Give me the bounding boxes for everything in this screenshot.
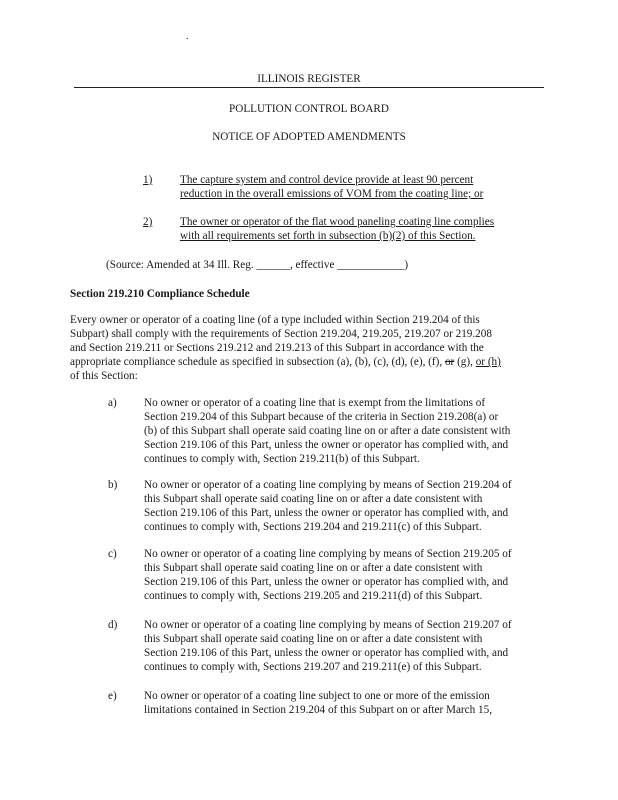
subsection-label: a) xyxy=(108,397,117,409)
inserted-text: or (h) xyxy=(475,356,501,368)
text-line: (b) of this Subpart shall operate said coating line on or after a date consistent with xyxy=(144,425,511,437)
text-line: of this Section: xyxy=(70,370,138,382)
text-line: reduction in the overall emissions of VOM from the coating line; or xyxy=(180,188,484,200)
text-line: Section 219.106 of this Part, unless the owner or operator has complied with, and xyxy=(144,647,509,659)
text-line: and Section 219.211 or Sections 219.212 and 219.213 of this Subpart in accordance with the xyxy=(70,342,484,354)
page-mark: . xyxy=(186,31,189,42)
text-run: appropriate compliance schedule as specified in subsection (a), (b), (c), (d), (e), (f), xyxy=(70,356,445,368)
header-rule xyxy=(74,87,544,88)
text-line: continues to comply with, Sections 219.205 and 219.211(d) of this Subpart. xyxy=(144,590,483,602)
text-line: continues to comply with, Sections 219.204 and 219.211(c) of this Subpart. xyxy=(144,521,482,533)
text-line: No owner or operator of a coating line that is exempt from the limitations of xyxy=(144,397,486,409)
text-line: Subpart) shall comply with the requirements of Section 219.204, 219.205, 219.207 or 219.208 xyxy=(70,328,492,340)
intro-paragraph xyxy=(70,313,560,383)
numbered-item-label: 2) xyxy=(143,216,153,228)
text-line xyxy=(70,355,560,369)
subsection-label: c) xyxy=(108,548,117,560)
subsection-label: e) xyxy=(108,690,117,702)
subsection-text xyxy=(144,478,560,534)
text-line: Section 219.204 of this Subpart because of the criteria in Section 219.208(a) or xyxy=(144,411,499,423)
register-title: ILLINOIS REGISTER xyxy=(257,73,361,85)
notice-title: NOTICE OF ADOPTED AMENDMENTS xyxy=(212,131,406,143)
text-line: this Subpart shall operate said coating line on or after a date consistent with xyxy=(144,562,483,574)
numbered-item-label: 1) xyxy=(143,174,153,186)
subsection-text xyxy=(144,396,560,466)
text-run: (g), xyxy=(454,356,476,368)
text-line: No owner or operator of a coating line subject to one or more of the emission xyxy=(144,690,490,702)
text-line: Section 219.106 of this Part, unless the owner or operator has complied with, and xyxy=(144,507,509,519)
numbered-item-text xyxy=(180,215,560,243)
subsection-label: b) xyxy=(108,479,118,491)
text-line: Section 219.106 of this Part, unless the owner or operator has complied with, and xyxy=(144,439,509,451)
section-heading: Section 219.210 Compliance Schedule xyxy=(70,288,250,300)
text-line: The owner or operator of the flat wood paneling coating line complies xyxy=(180,216,495,228)
subsection-text xyxy=(144,689,560,717)
subsection-text xyxy=(144,618,560,674)
text-line: with all requirements set forth in subsection (b)(2) of this Section. xyxy=(180,230,476,242)
text-line: Every owner or operator of a coating line (of a type included within Section 219.204 of this xyxy=(70,314,480,326)
text-line: this Subpart shall operate said coating line on or after a date consistent with xyxy=(144,493,483,505)
subsection-label: d) xyxy=(108,619,118,631)
text-line: The capture system and control device provide at least 90 percent xyxy=(180,174,474,186)
text-line: continues to comply with, Section 219.211(b) of this Subpart. xyxy=(144,453,420,465)
subsection-text xyxy=(144,547,560,603)
numbered-item-text xyxy=(180,173,560,201)
text-line: No owner or operator of a coating line complying by means of Section 219.207 of xyxy=(144,619,512,631)
board-title: POLLUTION CONTROL BOARD xyxy=(229,103,389,115)
text-line: No owner or operator of a coating line complying by means of Section 219.204 of xyxy=(144,479,512,491)
text-line: No owner or operator of a coating line complying by means of Section 219.205 of xyxy=(144,548,512,560)
deleted-text: or xyxy=(444,356,455,368)
text-line: Section 219.106 of this Part, unless the owner or operator has complied with, and xyxy=(144,576,509,588)
text-line: limitations contained in Section 219.204 of this Subpart on or after March 15, xyxy=(144,704,492,716)
text-line: continues to comply with, Sections 219.207 and 219.211(e) of this Subpart. xyxy=(144,661,482,673)
source-note: (Source: Amended at 34 Ill. Reg. ______, effective ____________) xyxy=(106,259,409,271)
text-line: this Subpart shall operate said coating line on or after a date consistent with xyxy=(144,633,483,645)
